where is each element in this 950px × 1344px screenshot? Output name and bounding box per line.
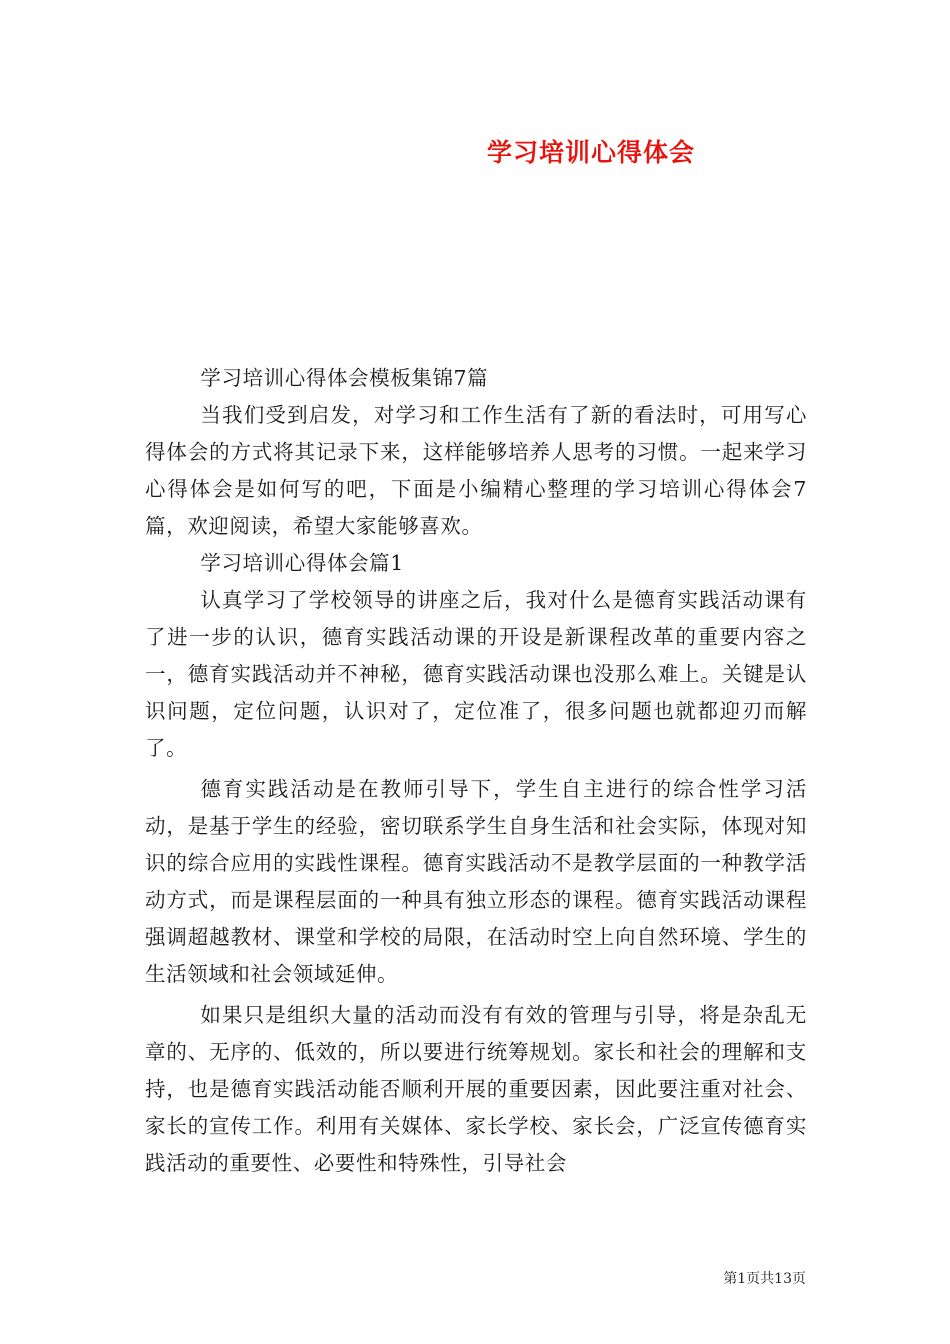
page-number-footer: 第1页共13页	[723, 1271, 806, 1287]
document-title: 学习培训心得体会	[487, 138, 696, 167]
body-paragraph-3: 如果只是组织大量的活动而没有有效的管理与引导，将是杂乱无章的、无序的、低效的，所以要进行统筹规划。家长和社会的理解和支持，也是德育实践活动能否顺利开展的重要因素，因此要注重对社会、家长的宣传工作。利用有关媒体、家长学校、家长会，广泛宣传德育实践活动的重要性、必要性和特殊性，引导社会	[145, 1003, 807, 1175]
document-body	[145, 360, 807, 1182]
section-heading: 学习培训心得体会篇1	[200, 551, 404, 575]
intro-paragraph: 当我们受到启发，对学习和工作生活有了新的看法时，可用写心得体会的方式将其记录下来，这样能够培养人思考的习惯。一起来学习心得体会是如何写的吧，下面是小编精心整理的学习培训心得体会7篇，欢迎阅读，希望大家能够喜欢。	[145, 403, 807, 538]
document-subtitle: 学习培训心得体会模板集锦7篇	[200, 366, 489, 390]
body-paragraph-1: 认真学习了学校领导的讲座之后，我对什么是德育实践活动课有了进一步的认识，德育实践活动课的开设是新课程改革的重要内容之一，德育实践活动并不神秘，德育实践活动课也没那么难上。关键是认识问题，定位问题，认识对了，定位准了，很多问题也就都迎刃而解了。	[145, 588, 807, 760]
body-paragraph-2: 德育实践活动是在教师引导下，学生自主进行的综合性学习活动，是基于学生的经验，密切联系学生自身生活和社会实际，体现对知识的综合应用的实践性课程。德育实践活动不是教学层面的一种教学活动方式，而是课程层面的一种具有独立形态的课程。德育实践活动课程强调超越教材、课堂和学校的局限，在活动时空上向自然环境、学生的生活领域和社会领域延伸。	[145, 777, 807, 986]
